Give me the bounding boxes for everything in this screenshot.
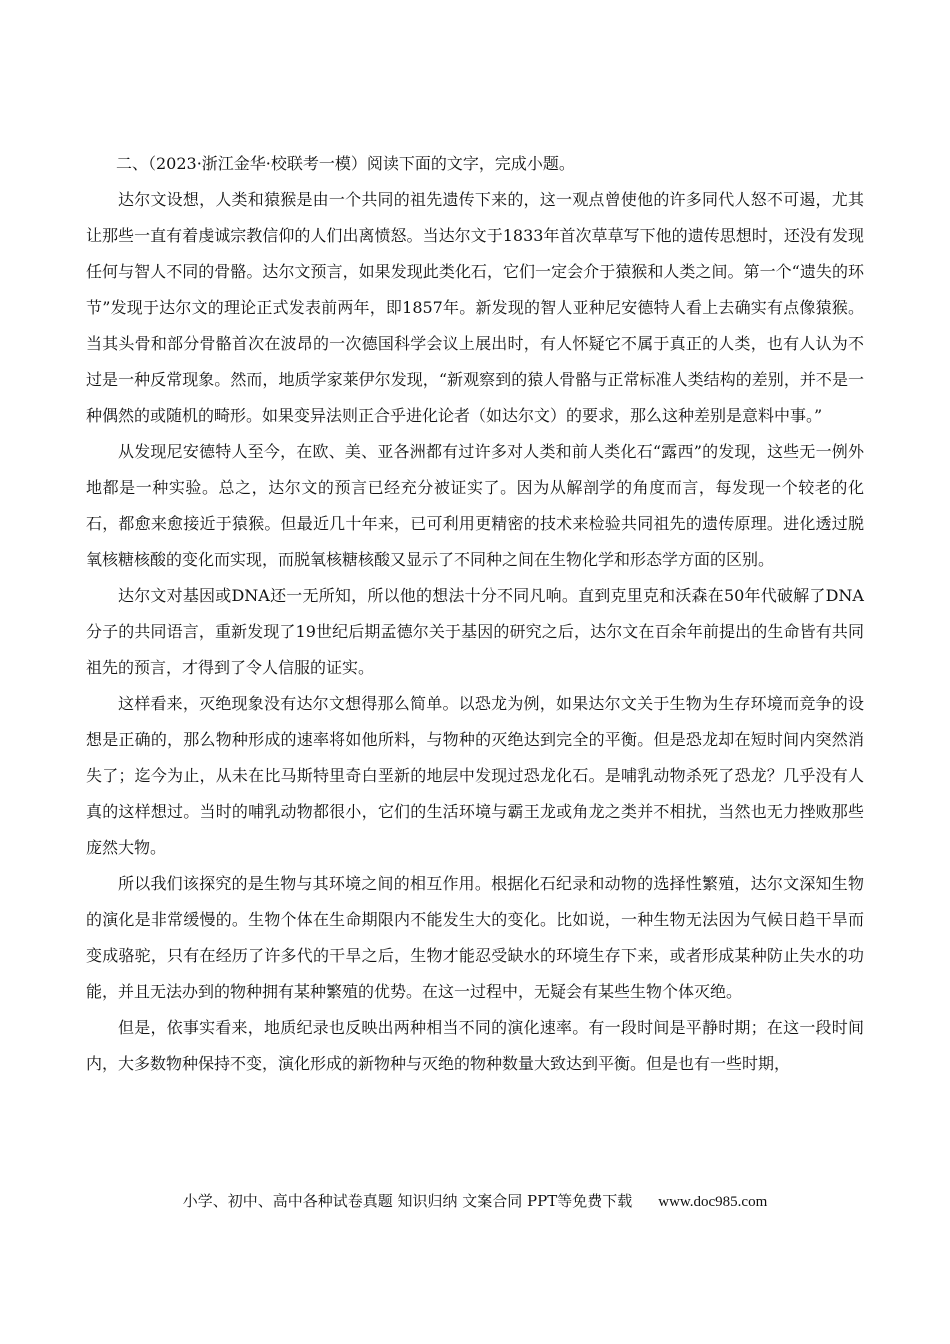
passage-paragraph-1: 达尔文设想，人类和猿猴是由一个共同的祖先遗传下来的，这一观点曾使他的许多同代人怒不可遏，尤其让那些一直有着虔诚宗教信仰的人们出离愤怒。当达尔文于1833年首次草草写下他的遗传思想时，还没有发现任何与智人不同的骨骼。达尔文预言，如果发现此类化石，它们一定会介于猿猴和人类之间。第一个“遗失的环节”发现于达尔文的理论正式发表前两年，即1857年。新发现的智人亚种尼安德特人看上去确实有点像猿猴。当其头骨和部分骨骼首次在波昂的一次德国科学会议上展出时，有人怀疑它不属于真正的人类，也有人认为不过是一种反常现象。然而，地质学家莱伊尔发现，“新观察到的猿人骨骼与正常标准人类结构的差别，并不是一种偶然的或随机的畸形。如果变异法则正合乎进化论者（如达尔文）的要求，那么这种差别是意料中事。” [86,190,864,425]
passage-paragraph-4: 这样看来，灭绝现象没有达尔文想得那么简单。以恐龙为例，如果达尔文关于生物为生存环境而竞争的设想是正确的，那么物种形成的速率将如他所料，与物种的灭绝达到完全的平衡。但是恐龙却在短时间内突然消失了；迄今为止，从未在比马斯特里奇白垩新的地层中发现过恐龙化石。是哺乳动物杀死了恐龙？几乎没有人真的这样想过。当时的哺乳动物都很小，它们的生活环境与霸王龙或角龙之类并不相扰，当然也无力挫败那些庞然大物。 [86,694,864,857]
passage-paragraph-6: 但是，依事实看来，地质纪录也反映出两种相当不同的演化速率。有一段时间是平静时期；在这一段时间内，大多数物种保持不变，演化形成的新物种与灭绝的物种数量大致达到平衡。但是也有一些时期， [86,1018,864,1073]
page-footer [0,1190,950,1213]
passage-paragraph-3: 达尔文对基因或DNA还一无所知，所以他的想法十分不同凡响。直到克里克和沃森在50年代破解了DNA分子的共同语言，重新发现了19世纪后期孟德尔关于基因的研究之后，达尔文在百余年前提出的生命皆有共同祖先的预言，才得到了令人信服的证实。 [86,586,864,677]
footer-text: 小学、初中、高中各种试卷真题 知识归纳 文案合同 PPT等免费下载 [182,1192,633,1210]
question-heading: 二、（2023·浙江金华·校联考一模）阅读下面的文字，完成小题。 [116,154,575,173]
question-body [86,146,864,1082]
passage-paragraph-2: 从发现尼安德特人至今，在欧、美、亚各洲都有过许多对人类和前人类化石“露西”的发现，这些无一例外地都是一种实验。总之，达尔文的预言已经充分被证实了。因为从解剖学的角度而言，每发现一个较老的化石，都愈来愈接近于猿猴。但最近几十年来，已可利用更精密的技术来检验共同祖先的遗传原理。进化透过脱氧核糖核酸的变化而实现，而脱氧核糖核酸又显示了不同种之间在生物化学和形态学方面的区别。 [86,442,864,569]
passage-paragraph-5: 所以我们该探究的是生物与其环境之间的相互作用。根据化石纪录和动物的选择性繁殖，达尔文深知生物的演化是非常缓慢的。生物个体在生命期限内不能发生大的变化。比如说，一种生物无法因为气候日趋干旱而变成骆驼，只有在经历了许多代的干旱之后，生物才能忍受缺水的环境生存下来，或者形成某种防止失水的功能，并且无法办到的物种拥有某种繁殖的优势。在这一过程中，无疑会有某些生物个体灭绝。 [86,874,864,1001]
footer-url[interactable]: www.doc985.com [658,1194,768,1210]
